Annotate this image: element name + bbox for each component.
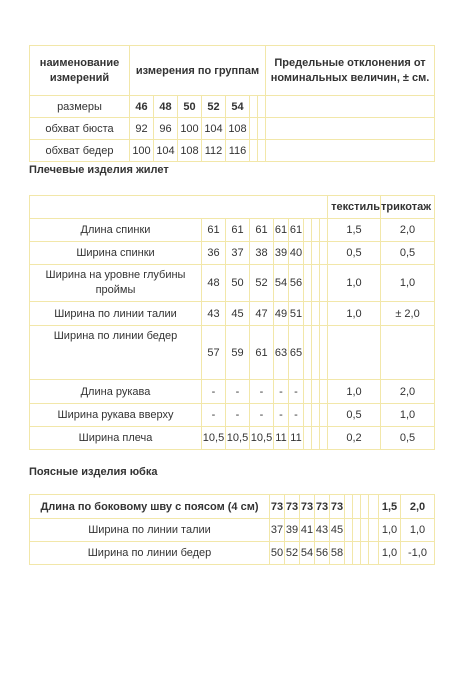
value-cell: 61: [274, 219, 289, 242]
value-cell: -: [250, 404, 274, 427]
value-cell: 61: [250, 219, 274, 242]
value-cell: 37: [270, 519, 285, 542]
empty-cell: [345, 542, 353, 565]
empty-cell: [361, 495, 369, 519]
sizes-table: [29, 45, 435, 162]
value-cell: 96: [154, 118, 178, 140]
row-label: Ширина по линии бедер: [30, 542, 270, 565]
table-row: [30, 404, 435, 427]
value-cell: 92: [130, 118, 154, 140]
value-cell: 57: [202, 326, 226, 380]
empty-cell: [312, 302, 320, 326]
table-row: [30, 326, 435, 380]
value-cell: 51: [289, 302, 304, 326]
value-cell: -: [202, 404, 226, 427]
row-label: Ширина по линии талии: [30, 302, 202, 326]
empty-cell: [353, 519, 361, 542]
textile-cell: 1,5: [328, 219, 381, 242]
textile-cell: 0,5: [328, 242, 381, 265]
knit-cell: ± 2,0: [381, 302, 435, 326]
row-label: Длина по боковому шву с поясом (4 см): [30, 495, 270, 519]
empty-cell: [304, 427, 312, 450]
value-cell: 38: [250, 242, 274, 265]
row-label: Ширина на уровне глубины проймы: [30, 265, 202, 302]
value-cell: 52: [285, 542, 300, 565]
value-cell: 56: [315, 542, 330, 565]
knit-cell: 1,0: [381, 404, 435, 427]
value-cell: -: [274, 380, 289, 404]
value-cell: 73: [285, 495, 300, 519]
empty-cell: [258, 118, 266, 140]
textile-cell: 1,0: [379, 542, 401, 565]
value-cell: 48: [202, 265, 226, 302]
value-cell: 56: [289, 265, 304, 302]
empty-cell: [312, 380, 320, 404]
empty-cell: [312, 404, 320, 427]
value-cell: 39: [285, 519, 300, 542]
vest-section-title: Плечевые изделия жилет: [29, 164, 169, 176]
empty-cell: [320, 265, 328, 302]
textile-cell: 1,5: [379, 495, 401, 519]
value-cell: 49: [274, 302, 289, 326]
empty-cell: [304, 326, 312, 380]
value-cell: 40: [289, 242, 304, 265]
empty-cell: [304, 380, 312, 404]
empty-cell: [320, 219, 328, 242]
value-cell: -: [202, 380, 226, 404]
knit-cell: 2,0: [381, 219, 435, 242]
textile-cell: 0,2: [328, 427, 381, 450]
value-cell: 10,5: [226, 427, 250, 450]
knit-cell: 2,0: [381, 380, 435, 404]
value-cell: 61: [250, 326, 274, 380]
header-tolerance: Предельные отклонения от номинальных величин, ± см.: [266, 46, 435, 96]
value-cell: 100: [178, 118, 202, 140]
row-label: Длина рукава: [30, 380, 202, 404]
row-label: Ширина спинки: [30, 242, 202, 265]
header-textile: текстиль: [328, 196, 381, 219]
value-cell: 108: [226, 118, 250, 140]
knit-cell: -1,0: [401, 542, 435, 565]
textile-cell: [328, 326, 381, 380]
empty-cell: [266, 140, 435, 162]
value-cell: 73: [270, 495, 285, 519]
value-cell: 47: [250, 302, 274, 326]
value-cell: 50: [270, 542, 285, 565]
value-cell: 61: [202, 219, 226, 242]
value-cell: 58: [330, 542, 345, 565]
value-cell: 52: [250, 265, 274, 302]
empty-cell: [353, 495, 361, 519]
knit-cell: 0,5: [381, 242, 435, 265]
table-row: [30, 495, 435, 519]
value-cell: 10,5: [250, 427, 274, 450]
skirt-section-title: Поясные изделия юбка: [29, 466, 158, 478]
empty-cell: [304, 242, 312, 265]
empty-cell: [250, 140, 258, 162]
table-row: [30, 140, 435, 162]
empty-cell: [250, 96, 258, 118]
value-cell: -: [250, 380, 274, 404]
empty-cell: [320, 427, 328, 450]
empty-cell: [312, 219, 320, 242]
value-cell: 43: [202, 302, 226, 326]
empty-cell: [266, 118, 435, 140]
value-cell: 54: [300, 542, 315, 565]
vest-table: [29, 195, 435, 450]
textile-cell: 1,0: [328, 380, 381, 404]
empty-cell: [304, 302, 312, 326]
empty-cell: [369, 542, 379, 565]
empty-cell: [258, 140, 266, 162]
value-cell: 65: [289, 326, 304, 380]
empty-cell: [345, 519, 353, 542]
size-value: 52: [202, 96, 226, 118]
empty-cell: [320, 242, 328, 265]
empty-cell: [361, 519, 369, 542]
value-cell: 37: [226, 242, 250, 265]
knit-cell: 0,5: [381, 427, 435, 450]
table-row: [30, 380, 435, 404]
empty-cell: [312, 326, 320, 380]
value-cell: -: [289, 404, 304, 427]
value-cell: 61: [226, 219, 250, 242]
value-cell: 43: [315, 519, 330, 542]
empty-cell: [30, 196, 328, 219]
textile-cell: 1,0: [328, 302, 381, 326]
empty-cell: [320, 302, 328, 326]
empty-cell: [369, 495, 379, 519]
size-value: 50: [178, 96, 202, 118]
table-row: [30, 519, 435, 542]
value-cell: 104: [202, 118, 226, 140]
empty-cell: [304, 404, 312, 427]
value-cell: 11: [289, 427, 304, 450]
size-value: 48: [154, 96, 178, 118]
row-label: Ширина по линии талии: [30, 519, 270, 542]
value-cell: 59: [226, 326, 250, 380]
value-cell: 39: [274, 242, 289, 265]
textile-cell: 1,0: [328, 265, 381, 302]
knit-cell: 2,0: [401, 495, 435, 519]
header-knit: трикотаж: [381, 196, 435, 219]
empty-cell: [304, 265, 312, 302]
knit-cell: 1,0: [401, 519, 435, 542]
empty-cell: [369, 519, 379, 542]
row-label: Ширина рукава вверху: [30, 404, 202, 427]
value-cell: 63: [274, 326, 289, 380]
empty-cell: [312, 242, 320, 265]
table-row: [30, 427, 435, 450]
knit-cell: 1,0: [381, 265, 435, 302]
empty-cell: [304, 219, 312, 242]
empty-cell: [250, 118, 258, 140]
size-value: 54: [226, 96, 250, 118]
skirt-table: [29, 494, 435, 565]
empty-cell: [312, 265, 320, 302]
empty-cell: [320, 380, 328, 404]
row-label: размеры: [30, 96, 130, 118]
value-cell: 100: [130, 140, 154, 162]
empty-cell: [353, 542, 361, 565]
value-cell: 104: [154, 140, 178, 162]
value-cell: 73: [315, 495, 330, 519]
value-cell: 112: [202, 140, 226, 162]
value-cell: 41: [300, 519, 315, 542]
row-label: Ширина по линии бедер: [30, 326, 202, 380]
textile-cell: 1,0: [379, 519, 401, 542]
value-cell: -: [226, 404, 250, 427]
value-cell: 108: [178, 140, 202, 162]
empty-cell: [345, 495, 353, 519]
value-cell: 45: [330, 519, 345, 542]
empty-cell: [258, 96, 266, 118]
table-row: [30, 265, 435, 302]
table-row: [30, 96, 435, 118]
value-cell: 50: [226, 265, 250, 302]
table-row: [30, 118, 435, 140]
value-cell: 45: [226, 302, 250, 326]
value-cell: 116: [226, 140, 250, 162]
table-row: [30, 219, 435, 242]
empty-cell: [361, 542, 369, 565]
empty-cell: [312, 427, 320, 450]
value-cell: 36: [202, 242, 226, 265]
table-row: [30, 302, 435, 326]
row-label: Ширина плеча: [30, 427, 202, 450]
value-cell: 73: [330, 495, 345, 519]
row-label: обхват бюста: [30, 118, 130, 140]
knit-cell: [381, 326, 435, 380]
value-cell: 11: [274, 427, 289, 450]
row-label: Длина спинки: [30, 219, 202, 242]
size-value: 46: [130, 96, 154, 118]
empty-cell: [320, 326, 328, 380]
value-cell: 10,5: [202, 427, 226, 450]
value-cell: -: [274, 404, 289, 427]
textile-cell: 0,5: [328, 404, 381, 427]
value-cell: -: [289, 380, 304, 404]
table-row: [30, 542, 435, 565]
table-row: [30, 242, 435, 265]
empty-cell: [320, 404, 328, 427]
value-cell: -: [226, 380, 250, 404]
header-name: наименование измерений: [30, 46, 130, 96]
header-groups: измерения по группам: [130, 46, 266, 96]
row-label: обхват бедер: [30, 140, 130, 162]
empty-cell: [266, 96, 435, 118]
value-cell: 73: [300, 495, 315, 519]
value-cell: 54: [274, 265, 289, 302]
value-cell: 61: [289, 219, 304, 242]
